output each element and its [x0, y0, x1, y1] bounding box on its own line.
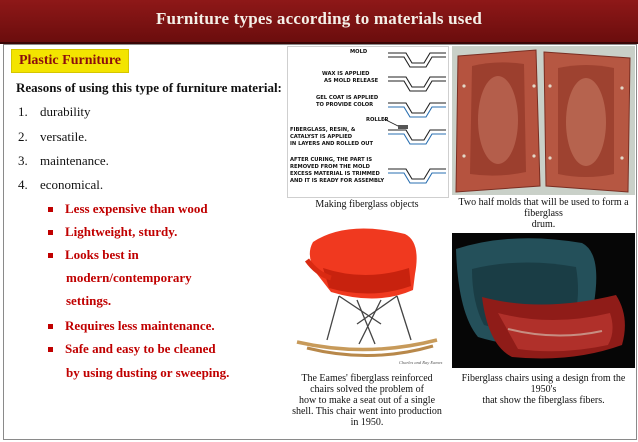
- reason-text: economical.: [40, 177, 104, 192]
- reason-item: [18, 129, 87, 145]
- diagram-label: MOLD: [350, 49, 368, 55]
- diagram-label: ROLLER: [366, 117, 389, 123]
- svg-text:CATALYST IS APPLIED: [290, 134, 353, 140]
- diagram-label: WAX IS APPLIED: [322, 71, 370, 77]
- reason-item: [18, 104, 91, 120]
- bullet-item: [48, 201, 208, 217]
- bullet-text: Safe and easy to be cleaned: [65, 341, 216, 356]
- bullet-text: Requires less maintenance.: [65, 318, 215, 333]
- bullet-square-icon: [48, 347, 53, 352]
- svg-text:AND IT IS READY FOR ASSEMBLY: [290, 178, 384, 184]
- bullet-square-icon: [48, 207, 53, 212]
- diagram-label: IN LAYERS AND ROLLED OUT: [290, 141, 374, 147]
- bullet-text: Less expensive than wood: [65, 201, 208, 216]
- svg-text:AFTER CURING, THE PART IS: [290, 157, 372, 163]
- bullet-item: [48, 318, 215, 334]
- reason-text: durability: [40, 104, 91, 119]
- caption-line: drum.: [531, 219, 556, 230]
- mold-shape: [388, 57, 446, 67]
- diagram-label: AS MOLD RELEASE: [324, 78, 379, 84]
- diagram-label: TO PROVIDE COLOR: [316, 102, 374, 108]
- eames-chair-svg: [287, 212, 447, 368]
- bullet-item: [48, 224, 177, 240]
- bullet-text: Looks best in: [65, 247, 139, 262]
- caption-line: The Eames' fiberglass reinforced: [301, 373, 433, 384]
- process-diagram-svg: [288, 47, 448, 197]
- mold-shape: [388, 53, 446, 63]
- reason-number: 4.: [18, 177, 28, 192]
- caption-line: that show the fiberglass fibers.: [482, 395, 605, 406]
- reason-item: [18, 153, 109, 169]
- mold-shape: [388, 169, 446, 179]
- reason-number: 1.: [18, 104, 28, 119]
- rocker-runner: [297, 340, 437, 350]
- mold-shape: [388, 134, 446, 144]
- bullet-continuation: by using dusting or sweeping.: [66, 365, 230, 380]
- reason-item: [18, 177, 103, 193]
- svg-text:FIBERGLASS, RESIN, &: [290, 127, 356, 133]
- diagram-label: AND IT IS READY FOR ASSEMBLY: [290, 178, 385, 184]
- mold-shape: [388, 107, 446, 117]
- diagram-label: CATALYST IS APPLIED: [290, 134, 353, 140]
- mold-shape: [388, 81, 446, 91]
- bullet-continuation: settings.: [66, 293, 112, 308]
- mold-shape: [388, 77, 446, 87]
- reason-text: maintenance.: [40, 153, 109, 168]
- chair-legs: [327, 296, 411, 344]
- bullet-square-icon: [48, 253, 53, 258]
- bullet-item: [48, 341, 216, 357]
- caption-molds: [452, 197, 635, 230]
- caption-line: in 1950.: [350, 417, 384, 428]
- bullet-square-icon: [48, 324, 53, 329]
- reason-text: versatile.: [40, 129, 88, 144]
- eames-chair-photo: [287, 212, 447, 368]
- slide-title: Furniture types according to materials used: [155, 9, 483, 28]
- reason-number: 3.: [18, 153, 28, 168]
- caption-eames: [287, 373, 447, 428]
- molds-photo-svg: [452, 46, 635, 195]
- svg-text:REMOVED FROM THE MOLD: [290, 164, 371, 170]
- fiberglass-process-diagram: [287, 46, 449, 198]
- caption-line: fiberglass: [524, 208, 563, 219]
- caption-line: how to make a seat out of a single: [298, 395, 436, 406]
- caption-line: Fiberglass chairs using a design from the: [461, 373, 626, 384]
- section-tag: Plastic Furniture: [11, 49, 129, 73]
- reason-number: 2.: [18, 129, 28, 144]
- caption-fiberglass-objects: Making fiberglass objects: [315, 199, 419, 210]
- mold-shape: [388, 130, 446, 140]
- molds-photo: [452, 46, 635, 195]
- svg-text:AS MOLD RELEASE: [324, 78, 379, 84]
- mold-shape: [388, 173, 446, 183]
- subheading: Reasons of using this type of furniture material:: [16, 80, 282, 95]
- caption-chairs: [452, 373, 635, 406]
- caption-line: Two half molds that will be used to form a: [458, 197, 629, 208]
- diagram-label: AFTER CURING, THE PART IS: [290, 157, 373, 163]
- diagram-label: GEL COAT IS APPLIED: [316, 95, 379, 101]
- diagram-label: REMOVED FROM THE MOLD: [290, 164, 370, 170]
- photo-credit: Charles and Ray Eames: [399, 360, 443, 365]
- diagram-label: EXCESS MATERIAL IS TRIMMED: [290, 171, 380, 177]
- bullet-item: [48, 247, 139, 263]
- svg-text:ROLLER: [366, 117, 389, 123]
- mold-shape: [388, 103, 446, 113]
- bullet-continuation: modern/contemporary: [66, 270, 192, 285]
- diagram-label: FIBERGLASS, RESIN, &: [290, 127, 356, 133]
- svg-text:EXCESS MATERIAL IS TRIMMED: [290, 171, 380, 177]
- fiberglass-chairs-svg: [452, 233, 635, 368]
- svg-text:MOLD: [350, 49, 368, 55]
- svg-text:TO PROVIDE COLOR: [316, 102, 373, 108]
- svg-text:IN LAYERS AND ROLLED OUT: [290, 141, 373, 147]
- svg-text:WAX IS APPLIED: [322, 71, 370, 77]
- caption-line: 1950's: [530, 384, 557, 395]
- svg-text:GEL COAT IS APPLIED: [316, 95, 379, 101]
- roller-icon: [398, 125, 408, 129]
- bullet-square-icon: [48, 230, 53, 235]
- caption-line: shell. This chair went into production: [292, 406, 442, 417]
- fiberglass-chairs-photo: [452, 233, 635, 368]
- bullet-text: Lightweight, sturdy.: [65, 224, 178, 239]
- caption-line: chairs solved the problem of: [310, 384, 424, 395]
